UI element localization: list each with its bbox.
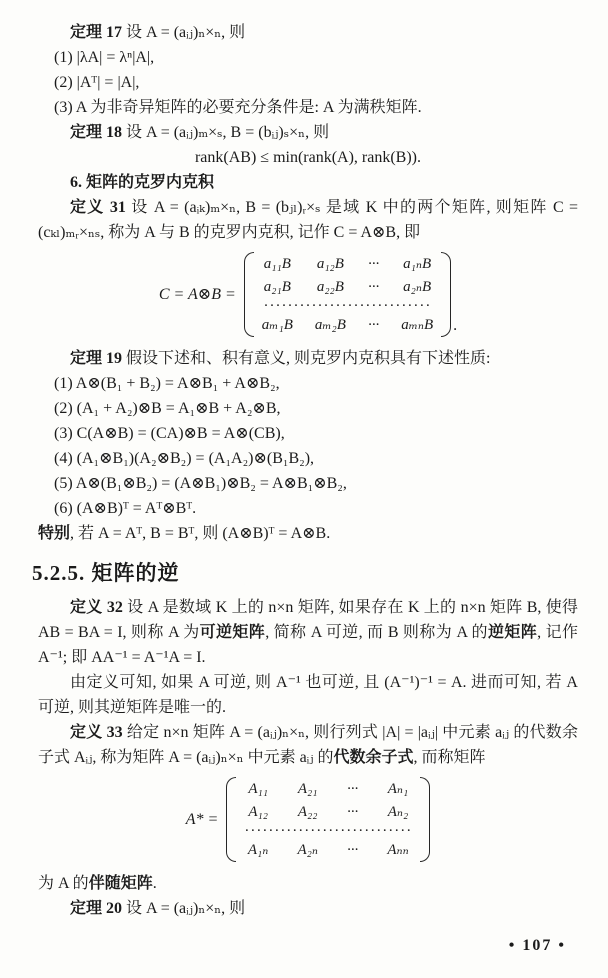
theorem19-text: 假设下述和、积有意义, 则克罗内克积具有下述性质:	[122, 350, 491, 367]
theorem20-intro	[38, 896, 578, 921]
definition32-text: , 简称 A 可逆, 而 B 则称为 A 的	[265, 624, 488, 641]
right-paren	[420, 777, 430, 862]
definition33-text: 给定 n×n 矩阵 A = (aᵢⱼ)ₙ×ₙ, 则行列式 |A| = |aᵢⱼ| 中元素 aᵢⱼ 的代数余子式 Aᵢⱼ, 称为矩阵 A = (aᵢⱼ)ₙ×ₙ 中元素 aᵢⱼ 的	[38, 724, 578, 766]
matrix-cell: A₁₁	[248, 781, 268, 797]
kronecker-product-matrix	[38, 251, 578, 338]
theorem19-item-6: (6) (A⊗B)ᵀ = Aᵀ⊗Bᵀ.	[54, 500, 197, 517]
invertible-matrix-term: 可逆矩阵	[199, 624, 266, 641]
cofactor-term: 代数余子式	[333, 749, 414, 766]
adjoint-sentence	[38, 871, 578, 896]
definition31	[38, 195, 578, 245]
definition32-label: 定义 32	[70, 599, 123, 616]
theorem19-special-text: , 若 A = Aᵀ, B = Bᵀ, 则 (A⊗B)ᵀ = A⊗B.	[70, 525, 331, 542]
definition33-label: 定义 33	[70, 724, 123, 741]
theorem20-text: 设 A = (aᵢⱼ)ₙ×ₙ, 则	[122, 900, 246, 917]
inverse-uniqueness-paragraph: 由定义可知, 如果 A 可逆, 则 A⁻¹ 也可逆, 且 (A⁻¹)⁻¹ = A. 进而可知, 若 A 可逆, 则其逆矩阵是唯一的.	[38, 674, 578, 716]
matrix-cell: aₘ₂B	[314, 317, 346, 333]
matrix-cell: a₁₁B	[263, 256, 291, 272]
matrix-cell: A₁ₙ	[247, 842, 269, 858]
matrix-cell: A₂ₙ	[297, 842, 318, 858]
matrix2-lhs: A* =	[185, 811, 219, 828]
theorem20-label: 定理 20	[70, 900, 123, 917]
adjoint-text: 为 A 的	[38, 875, 89, 892]
theorem19-special	[38, 521, 578, 546]
theorem18-text: 设 A = (aᵢⱼ)ₘ×ₛ, B = (bᵢⱼ)ₛ×ₙ, 则	[122, 124, 330, 141]
definition32-text: , 记作 A⁻¹; 即 AA⁻¹ = A⁻¹A = I.	[38, 624, 578, 666]
theorem17-item-3: (3) A 为非奇异矩阵的必要充分条件是: A 为满秩矩阵.	[54, 99, 422, 116]
theorem19-item-3: (3) C(A⊗B) = (CA)⊗B = A⊗(CB),	[54, 425, 285, 442]
matrix-cell: aₘ₁B	[261, 317, 293, 333]
matrix-cell: ···	[367, 256, 380, 272]
matrix-cell: Aₙₙ	[387, 842, 409, 858]
theorem17-item-1: (1) |λA| = λⁿ|A|,	[54, 49, 155, 66]
definition32	[38, 595, 578, 670]
matrix-cell: a₁ₙB	[403, 256, 432, 272]
definition31-label: 定义 31	[70, 199, 126, 216]
matrix-cell: A₁₂	[248, 804, 268, 820]
theorem19-item-5: (5) A⊗(B₁⊗B₂) = (A⊗B₁)⊗B₂ = A⊗B₁⊗B₂,	[54, 475, 347, 492]
adjugate-matrix	[38, 776, 578, 863]
theorem17-intro	[38, 20, 578, 45]
adjugate-term: 伴随矩阵	[88, 875, 153, 892]
theorem19-label: 定理 19	[70, 350, 123, 367]
kronecker-heading: 6. 矩阵的克罗内克积	[70, 174, 215, 191]
matrix-ellipsis-row: ····························	[263, 300, 432, 312]
matrix1-lhs: C = A⊗B =	[158, 286, 236, 303]
theorem18-intro	[38, 120, 578, 145]
theorem19-item-1: (1) A⊗(B₁ + B₂) = A⊗B₁ + A⊗B₂,	[54, 375, 280, 392]
theorem17-text: 设 A = (aᵢⱼ)ₙ×ₙ, 则	[122, 24, 246, 41]
theorem18-label: 定理 18	[70, 124, 123, 141]
matrix-cell: ···	[367, 317, 380, 333]
left-paren	[244, 252, 254, 337]
matrix-cell: ···	[347, 842, 359, 858]
theorem19-intro	[38, 346, 578, 371]
definition33	[38, 720, 578, 770]
theorem19-item-2: (2) (A₁ + A₂)⊗B = A₁⊗B + A₂⊗B,	[54, 400, 281, 417]
section-heading-525: 5.2.5. 矩阵的逆	[32, 561, 180, 585]
theorem18-formula: rank(AB) ≤ min(rank(A), rank(B)).	[194, 149, 422, 166]
matrix-cell: ···	[367, 279, 380, 295]
matrix-cell: a₂ₙB	[403, 279, 432, 295]
matrix-cell: a₂₁B	[263, 279, 291, 295]
adjoint-text: .	[152, 875, 157, 892]
theorem19-special-label: 特别	[38, 525, 71, 542]
matrix-cell: a₂₂B	[316, 279, 344, 295]
matrix-cell: Aₙ₂	[387, 804, 409, 820]
matrix1-grid	[254, 251, 441, 338]
definition31-text: 设 A = (aᵢₖ)ₘ×ₙ, B = (bⱼₗ)ᵣ×ₛ 是域 K 中的两个矩阵, 则矩阵 C = (cₖₗ)ₘᵣ×ₙₛ, 称为 A 与 B 的克罗内克积, 记作 C = A⊗B, 即	[38, 199, 578, 241]
theorem17-item-2: (2) |Aᵀ| = |A|,	[54, 74, 140, 91]
matrix-cell: ···	[347, 781, 359, 797]
matrix-cell: A₂₂	[297, 804, 318, 820]
matrix1-suffix: .	[453, 317, 458, 334]
right-paren	[441, 252, 451, 337]
matrix2-grid	[236, 776, 420, 863]
matrix-cell: Aₙ₁	[387, 781, 409, 797]
definition32-text: 设 A 是数域 K 上的 n×n 矩阵, 如果存在 K 上的 n×n 矩阵 B, 使得 AB = BA = I, 则称 A 为	[38, 599, 578, 641]
page-number: • 107 •	[508, 937, 566, 954]
matrix-cell: a₁₂B	[316, 256, 344, 272]
inverse-matrix-term: 逆矩阵	[487, 624, 538, 641]
theorem19-item-4: (4) (A₁⊗B₁)(A₂⊗B₂) = (A₁A₂)⊗(B₁B₂),	[54, 450, 315, 467]
matrix-cell: ···	[347, 804, 359, 820]
theorem17-label: 定理 17	[70, 24, 123, 41]
matrix-cell: aₘₙB	[401, 317, 434, 333]
matrix-ellipsis-row: ····························	[244, 825, 413, 837]
left-paren	[226, 777, 236, 862]
definition33-text: , 而称矩阵	[413, 749, 486, 766]
matrix-cell: A₂₁	[297, 781, 318, 797]
